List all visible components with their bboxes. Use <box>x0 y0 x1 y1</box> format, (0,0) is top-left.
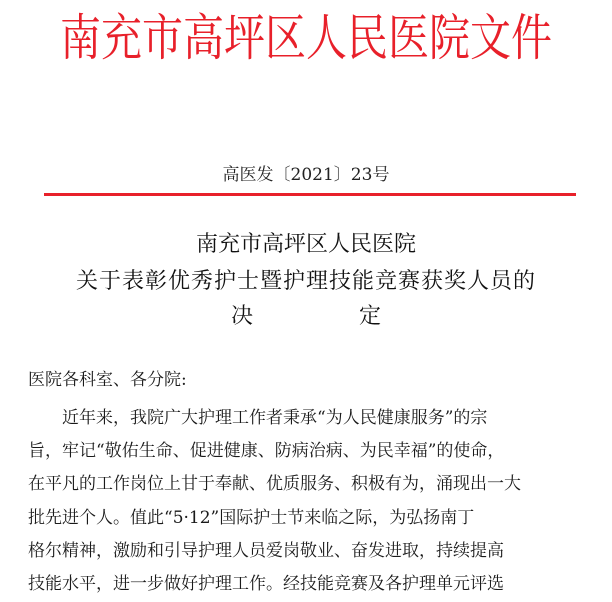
title-line-1: 南充市高坪区人民医院 <box>195 232 416 257</box>
body-paragraph-line: 近年来，我院广大护理工作者秉承“为人民健康服务”的宗 <box>62 408 488 428</box>
body-paragraph-line: 批先进个人。值此“5·12”国际护士节来临之际，为弘扬南丁 <box>28 508 475 528</box>
title-line-3 <box>0 300 612 334</box>
body-paragraph-line: 在平凡的工作岗位上甘于奉献、优质服务、积极有为，涌现出一大 <box>28 474 521 494</box>
title-decision-char-1: 决 <box>231 304 303 329</box>
issuer-header: 南充市高坪区人民医院文件 <box>60 9 552 67</box>
salutation: 医院各科室、各分院: <box>28 370 187 390</box>
title-decision <box>231 300 381 334</box>
body-paragraph-line: 技能水平，进一步做好护理工作。经技能竞赛及各护理单元评选 <box>28 574 504 594</box>
red-separator-rule <box>44 193 576 196</box>
title-line-2: 关于表彰优秀护士暨护理技能竞赛获奖人员的 <box>75 269 536 294</box>
title-decision-char-2: 定 <box>358 304 381 329</box>
body-paragraph-line: 格尔精神，激励和引导护理人员爱岗敬业、奋发进取，持续提高 <box>28 541 504 561</box>
document-number: 高医发〔2021〕23号 <box>222 165 390 185</box>
body-paragraph-line: 旨，牢记“敬佑生命、促进健康、防病治病、为民幸福”的使命， <box>28 441 505 461</box>
